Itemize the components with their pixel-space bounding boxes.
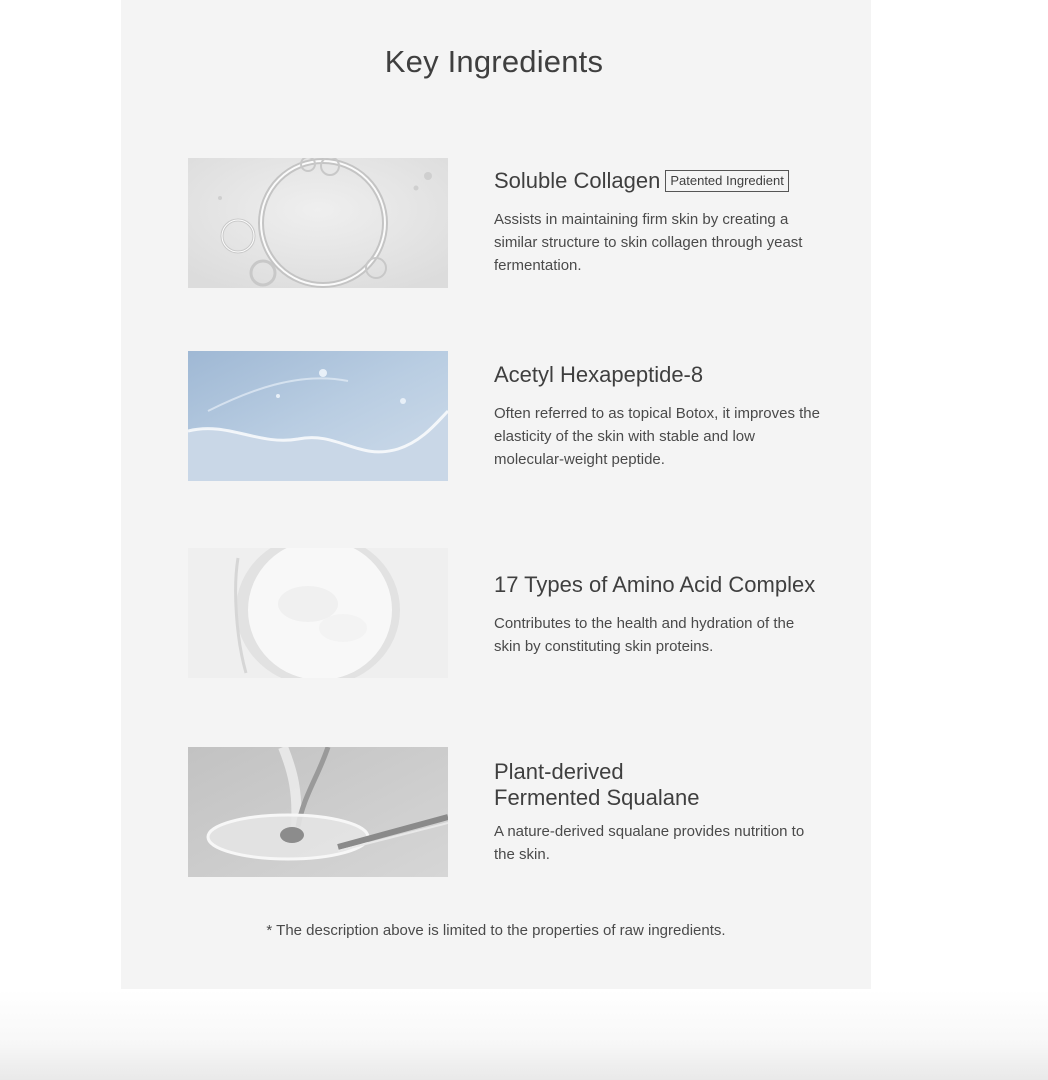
ingredient-title: 17 Types of Amino Acid Complex [494,572,816,597]
ingredient-title [494,168,824,194]
bubble-texture-image [188,158,448,288]
disclaimer-footnote: * The description above is limited to the properties of raw ingredients. [266,922,726,939]
ingredient-title-line1: Plant-derived [494,759,624,784]
key-ingredients-section [121,0,871,989]
ingredient-text [494,759,824,866]
ingredient-text [494,362,824,471]
ingredient-description: Often referred to as topical Botox, it improves the elasticity of the skin with stable and low molecular-weight peptide. [494,405,820,468]
ingredient-title: Acetyl Hexapeptide-8 [494,362,704,387]
ingredient-description: A nature-derived squalane provides nutrition to the skin. [494,823,805,863]
section-heading: Key Ingredients [384,44,604,79]
ingredient-name: Soluble Collagen [494,168,661,193]
gel-texture-image [188,351,448,481]
ingredient-description: Assists in maintaining firm skin by creating a similar structure to skin collagen through yeast fermentation. [494,211,803,274]
ingredient-text [494,572,824,658]
ingredient-description: Contributes to the health and hydration of the skin by constituting skin proteins. [494,615,795,655]
bottom-shadow [0,990,1048,1080]
ingredient-title [494,759,824,811]
powder-dish-image [188,548,448,678]
patented-ingredient-badge: Patented Ingredient [665,170,788,192]
ingredient-title-line2: Fermented Squalane [494,785,700,810]
ingredient-text [494,168,824,277]
oil-dropper-image [188,747,448,877]
